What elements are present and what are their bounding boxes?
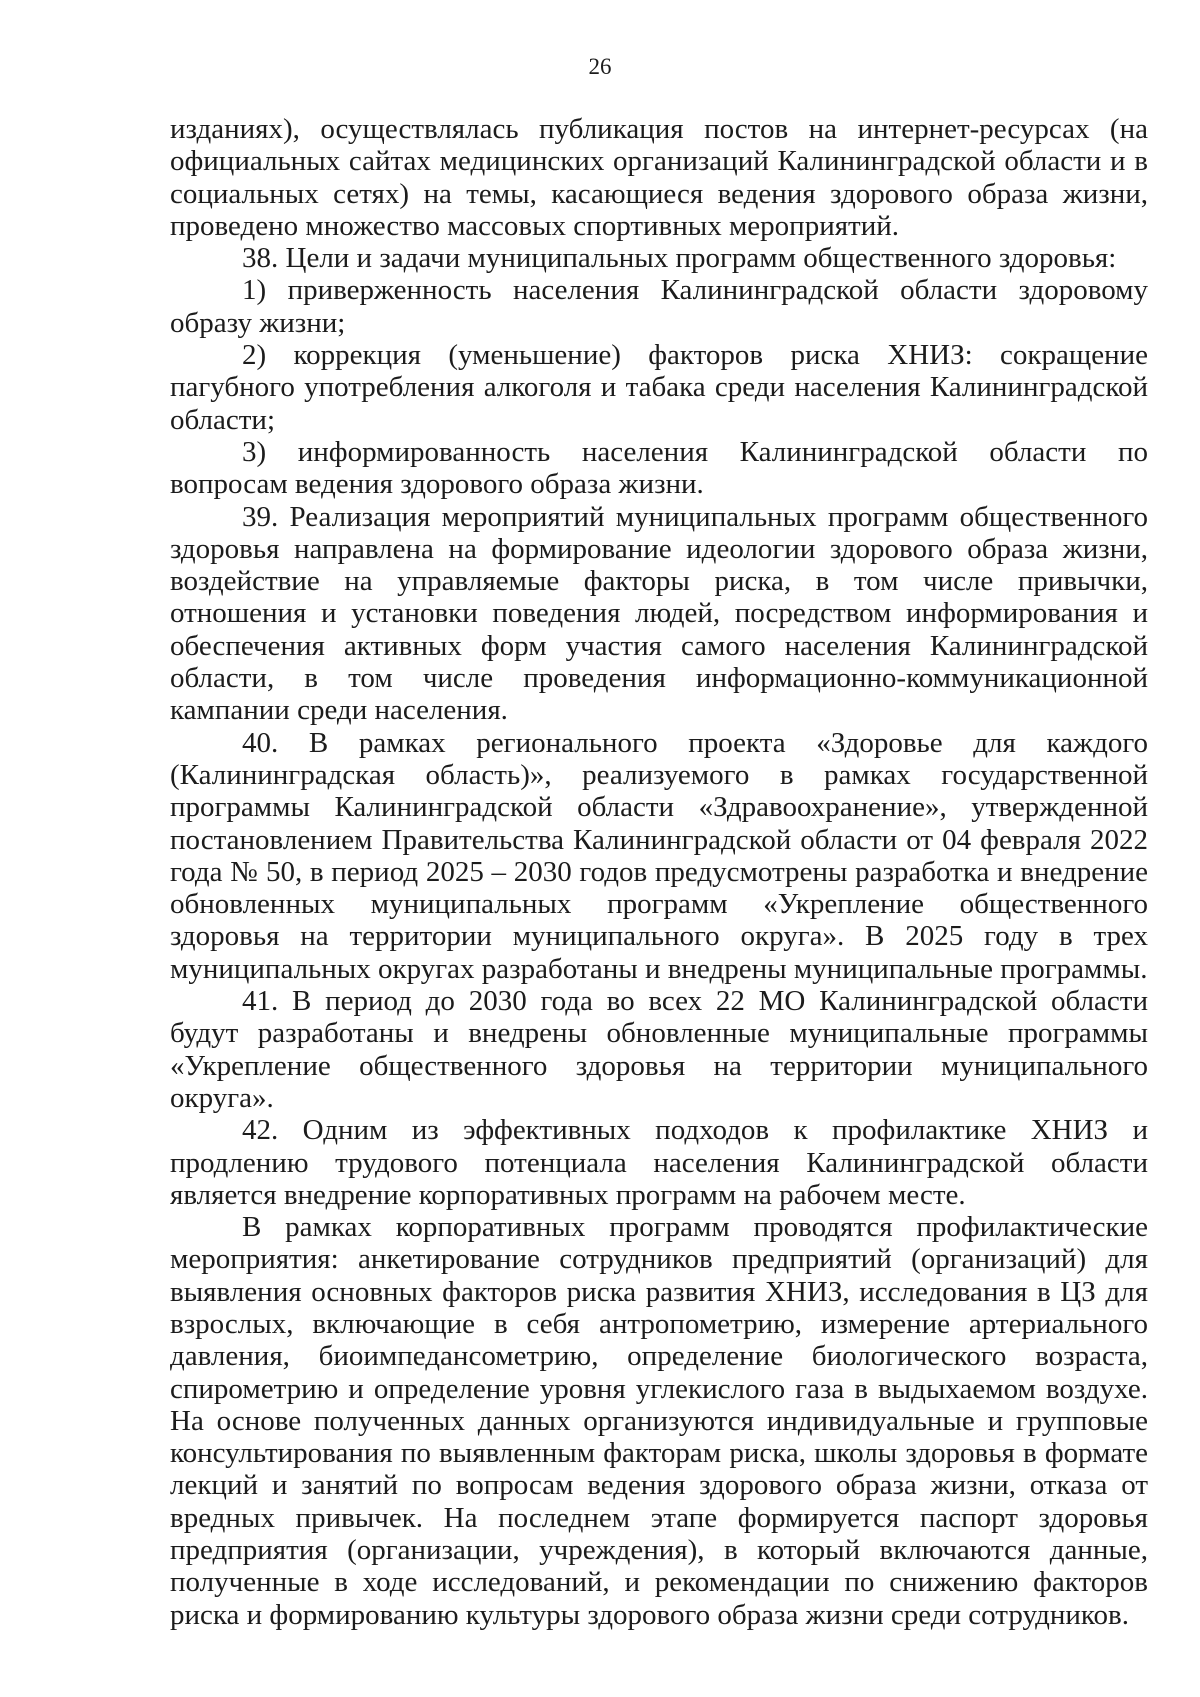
document-body — [170, 113, 1148, 1631]
paragraph-item-38: 38. Цели и задачи муниципальных программ общественного здоровья: — [242, 242, 1117, 275]
page-number: 26 — [588, 54, 612, 79]
paragraph-item-39: 39. Реализация мероприятий муниципальных программ общественного здоровья направлена на формирование идеологии здорового образа жизни, воздействие на управляемые факторы риска, в том числе привычки, отношения и установки поведения людей, посредством информирования и обеспечения активных форм участия самого населения Калининградской области, в том числе проведения информационно-коммуникационной кампании среди населения. — [170, 500, 1148, 727]
list-item-1: 1) приверженность населения Калининградской области здоровому образу жизни; — [170, 274, 1148, 339]
paragraph-corporate-programs: В рамках корпоративных программ проводятся профилактические мероприятия: анкетирование сотрудников предприятий (организаций) для выявления основных факторов риска развития ХНИЗ, исследования в ЦЗ для взрослых, включающие в себя антропометрию, измерение артериального давления, биоимпедансометрию, определение биологического возраста, спирометрию и определение уровня углекислого газа в выдыхаемом воздухе. На основе полученных данных организуются индивидуальные и групповые консультирования по выявленным факторам риска, школы здоровья в формате лекций и занятий по вопросам ведения здорового образа жизни, отказа от вредных привычек. На последнем этапе формируется паспорт здоровья предприятия (организации, учреждения), в который включаются данные, полученные в ходе исследований, и рекомендации по снижению факторов риска и формированию культуры здорового образа жизни среди сотрудников. — [170, 1211, 1148, 1631]
paragraph-item-42: 42. Одним из эффективных подходов к профилактике ХНИЗ и продлению трудового потенциала населения Калининградской области является внедрение корпоративных программ на рабочем месте. — [170, 1114, 1148, 1211]
paragraph-item-41: 41. В период до 2030 года во всех 22 МО Калининградской области будут разработаны и внедрены обновленные муниципальные программы «Укрепление общественного здоровья на территории муниципального округа». — [170, 985, 1148, 1114]
paragraph-item-40: 40. В рамках регионального проекта «Здоровье для каждого (Калининградская область)», реализуемого в рамках государственной программы Калининградской области «Здравоохранение», утвержденной постановлением Правительства Калининградской области от 04 февраля 2022 года № 50, в период 2025 – 2030 годов предусмотрены разработка и внедрение обновленных муниципальных программ «Укрепление общественного здоровья на территории муниципального округа». В 2025 году в трех муниципальных округах разработаны и внедрены муниципальные программы. — [170, 726, 1148, 985]
list-item-2: 2) коррекция (уменьшение) факторов риска ХНИЗ: сокращение пагубного употребления алкоголя и табака среди населения Калининградской области; — [170, 339, 1148, 436]
paragraph-continuation: изданиях), осуществлялась публикация постов на интернет-ресурсах (на официальных сайтах медицинских организаций Калининградской области и в социальных сетях) на темы, касающиеся ведения здорового образа жизни, проведено множество массовых спортивных мероприятий. — [170, 113, 1148, 242]
list-item-3: 3) информированность населения Калининградской области по вопросам ведения здорового образа жизни. — [170, 435, 1148, 501]
